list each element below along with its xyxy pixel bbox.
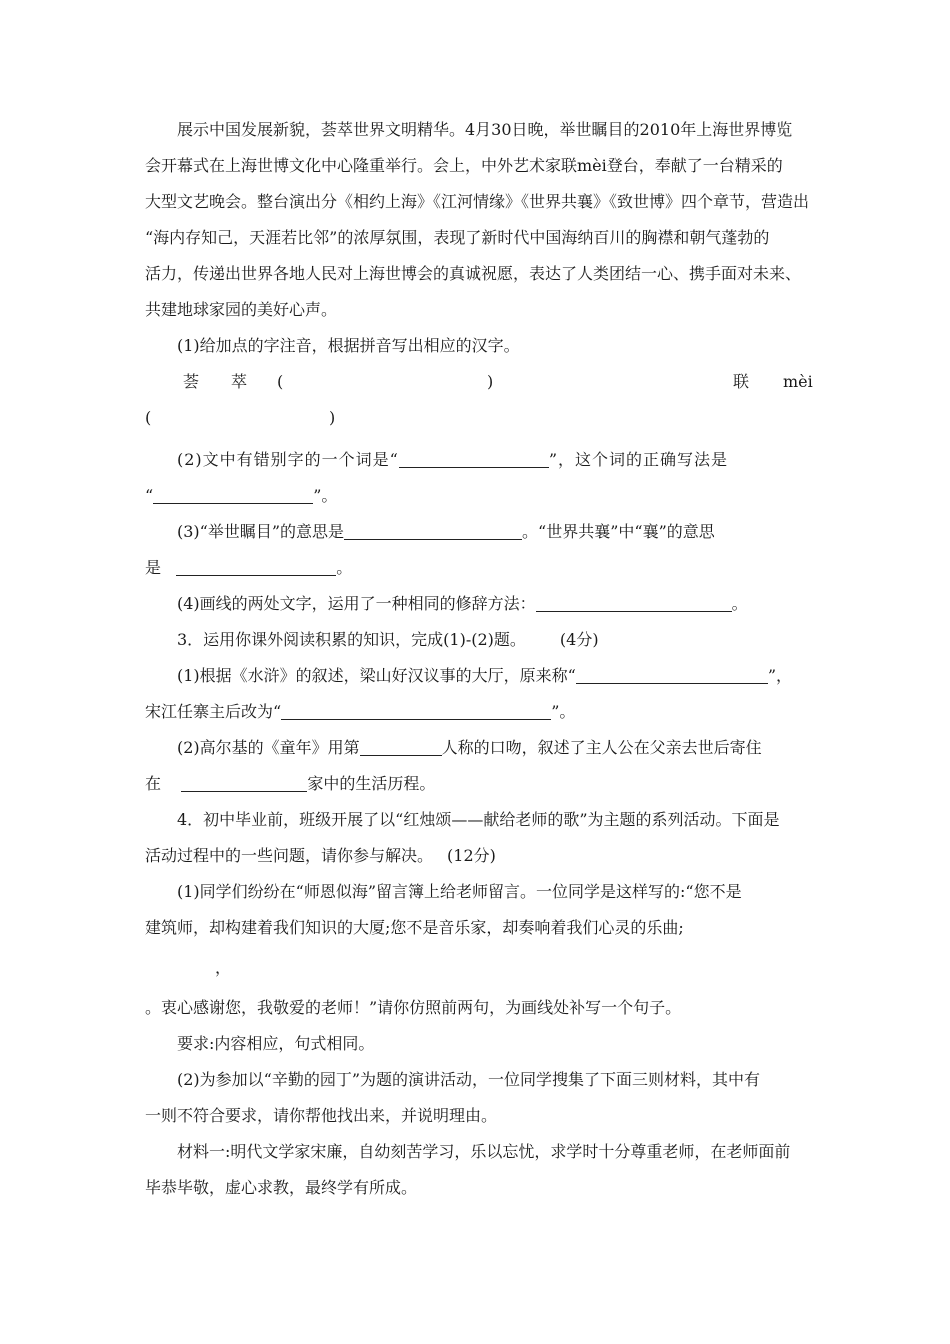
char-cui: 萃: [231, 372, 248, 391]
answer-blank[interactable]: [181, 773, 307, 792]
question-3-title: 3．运用你课外阅读积累的知识，完成(1)-(2)题。 (4分): [177, 630, 599, 649]
question-4-1-cont: 建筑师，却构建着我们知识的大厦;您不是音乐家，却奏响着我们心灵的乐曲;: [145, 918, 684, 937]
pinyin-answer-row: [145, 364, 813, 400]
exam-page: [145, 112, 813, 1206]
question-4-title-cont: 活动过程中的一些问题，请你参与解决。 (12分): [145, 846, 496, 865]
question-4-2-cont: 一则不符合要求，请你帮他找出来，并说明理由。: [145, 1106, 498, 1125]
answer-slot-mei[interactable]: [159, 400, 319, 430]
passage-line: “海内存知己，天涯若比邻”的浓厚氛围，表现了新时代中国海纳百川的胸襟和朝气蓬勃的: [145, 228, 770, 247]
passage-line: 共建地球家园的美好心声。: [145, 300, 338, 319]
question-3-2: (2)高尔基的《童年》用第 人称的口吻，叙述了主人公在父亲去世后寄住: [177, 738, 762, 757]
answer-blank[interactable]: [536, 593, 732, 612]
pinyin-mei: mèi: [783, 372, 813, 391]
passage-line: 会开幕式在上海世博文化中心隆重举行。会上，中外艺术家联mèi登台，奉献了一台精采的: [145, 156, 783, 175]
answer-blank[interactable]: [281, 701, 551, 720]
char-hui: 荟: [183, 372, 200, 391]
answer-blank[interactable]: [360, 737, 442, 756]
question-2-3: (3)“举世瞩目”的意思是 。“世界共襄”中“襄”的意思: [177, 522, 715, 541]
answer-blank[interactable]: [344, 521, 522, 540]
question-2-3-cont: 是 。: [145, 558, 353, 577]
answer-line-comma[interactable]: ，: [215, 958, 232, 977]
question-2-1: (1)给加点的字注音，根据拼音写出相应的汉字。: [177, 336, 520, 355]
question-4-1: (1)同学们纷纷在“师恩似海”留言簿上给老师留言。一位同学是这样写的:“您不是: [177, 882, 742, 901]
pinyin-answer-row-2: [145, 400, 805, 436]
passage-line: 展示中国发展新貌，荟萃世界文明精华。4月30日晚，举世瞩目的2010年上海世界博览: [177, 120, 793, 139]
answer-blank[interactable]: [399, 449, 549, 468]
paren-close: ): [487, 372, 494, 391]
passage-line: 活力，传递出世界各地人民对上海世博会的真诚祝愿，表达了人类团结一心、携手面对未来、: [145, 264, 802, 283]
question-4-2: (2)为参加以“辛勤的园丁”为题的演讲活动，一位同学搜集了下面三则材料，其中有: [177, 1070, 761, 1089]
answer-blank[interactable]: [153, 485, 313, 504]
char-lian: 联: [733, 372, 750, 391]
material-1: 材料一:明代文学家宋廉，自幼刻苦学习，乐以忘忧，求学时十分尊重老师，在老师面前: [177, 1142, 791, 1161]
question-2-2: (2)文中有错别字的一个词是“ ”，这个词的正确写法是: [177, 450, 729, 469]
question-3-1-cont: 宋江任寨主后改为“ ”。: [145, 702, 576, 721]
question-3-1: (1)根据《水浒》的叙述，梁山好汉议事的大厅，原来称“ ”，: [177, 666, 793, 685]
question-2-2-cont: “ ”。: [145, 486, 338, 505]
question-4-1-requirement: 要求:内容相应，句式相同。: [177, 1034, 375, 1053]
question-4-title: 4．初中毕业前，班级开展了以“红烛颂——献给老师的歌”为主题的系列活动。下面是: [177, 810, 780, 829]
question-4-1-end: 。衷心感谢您，我敬爱的老师！”请你仿照前两句，为画线处补写一个句子。: [145, 998, 682, 1017]
paren-open: (: [145, 408, 152, 427]
answer-slot-huicui[interactable]: [290, 364, 480, 394]
question-2-4: (4)画线的两处文字，运用了一种相同的修辞方法： 。: [177, 594, 748, 613]
paren-close: ): [329, 408, 336, 427]
material-1-cont: 毕恭毕敬，虚心求教，最终学有所成。: [145, 1178, 418, 1197]
answer-blank[interactable]: [176, 557, 336, 576]
passage-line: 大型文艺晚会。整台演出分《相约上海》《江河情缘》《世界共襄》《致世博》四个章节，营造出: [145, 192, 810, 211]
answer-blank[interactable]: [576, 665, 768, 684]
paren-open: (: [277, 372, 284, 391]
question-3-2-cont: 在 家中的生活历程。: [145, 774, 436, 793]
